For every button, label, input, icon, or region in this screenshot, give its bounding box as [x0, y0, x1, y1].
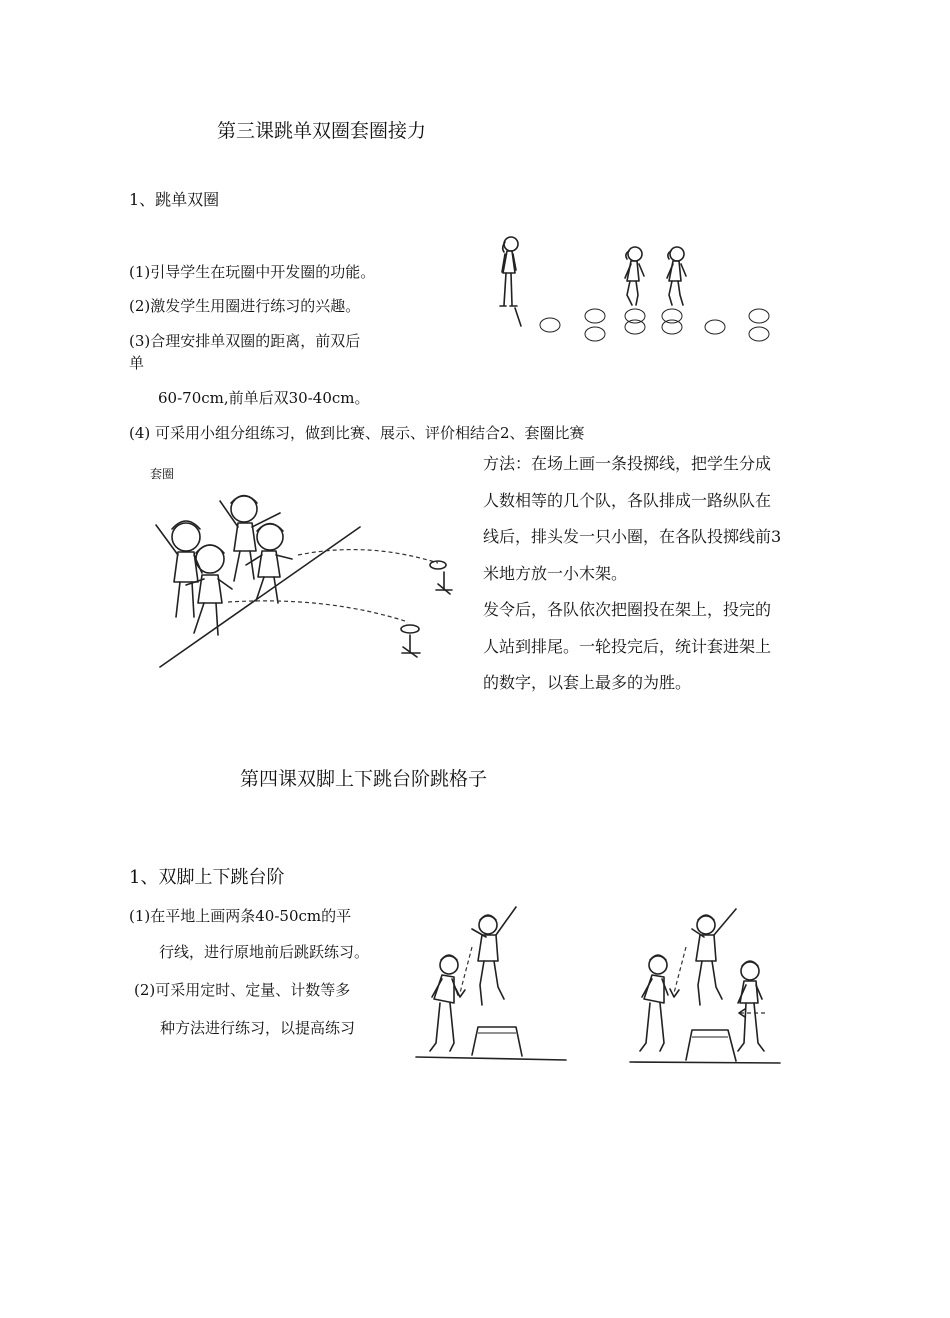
- step-jump-illustration-2: [628, 905, 788, 1065]
- lesson4-title: 第四课双脚上下跳台阶跳格子: [240, 768, 488, 790]
- lesson3-item-3-values: 60-70cm,前单后双30-40cm。: [158, 389, 370, 407]
- lesson4-item-2: (2)可采用定时、定量、计数等多: [134, 981, 351, 999]
- ring-toss-illustration: [148, 457, 468, 687]
- step-jump-illustration-1: [414, 905, 569, 1065]
- lesson3-title: 第三课跳单双圈套圈接力: [217, 120, 427, 142]
- method-line-1: 方法：在场上画一条投掷线，把学生分成: [483, 454, 772, 473]
- method-line-3: 线后，排头发一只小圈，在各队投掷线前3: [483, 527, 782, 546]
- lesson4-item-2-cont: 种方法进行练习，以提高练习: [160, 1019, 356, 1037]
- lesson3-item-3: (3)合理安排单双圈的距离，前双后: [129, 332, 361, 350]
- method-line-2: 人数相等的几个队，各队排成一路纵队在: [483, 490, 772, 510]
- method-line-4: 米地方放一小木架。: [483, 563, 628, 583]
- ring-toss-label: 套圈: [150, 467, 175, 481]
- lesson3-item-1: (1)引导学生在玩圈中开发圈的功能。: [129, 263, 376, 281]
- hoop-jumping-illustration: [455, 228, 785, 354]
- method-line-6: 人站到排尾。一轮投完后，统计套进架上: [483, 636, 772, 656]
- lesson3-item-3-cont: 单: [129, 354, 145, 372]
- ring-toss-method: [483, 446, 843, 702]
- method-line-7: 的数字，以套上最多的为胜。: [483, 673, 692, 692]
- lesson4-section1-title: 1、双脚上下跳台阶: [129, 867, 285, 888]
- lesson3-item-4: (4) 可采用小组分组练习，做到比赛、展示、评价相结合2、套圈比赛: [129, 424, 585, 442]
- lesson4-item-1-cont: 行线，进行原地前后跳跃练习。: [159, 943, 370, 961]
- lesson4-item-1: (1)在平地上画两条40-50cm的平: [129, 907, 352, 925]
- lesson3-section1-title: 1、跳单双圈: [129, 190, 220, 209]
- lesson3-item-2: (2)激发学生用圈进行练习的兴趣。: [129, 297, 361, 315]
- method-line-5: 发令后，各队依次把圈投在架上，投完的: [483, 600, 772, 619]
